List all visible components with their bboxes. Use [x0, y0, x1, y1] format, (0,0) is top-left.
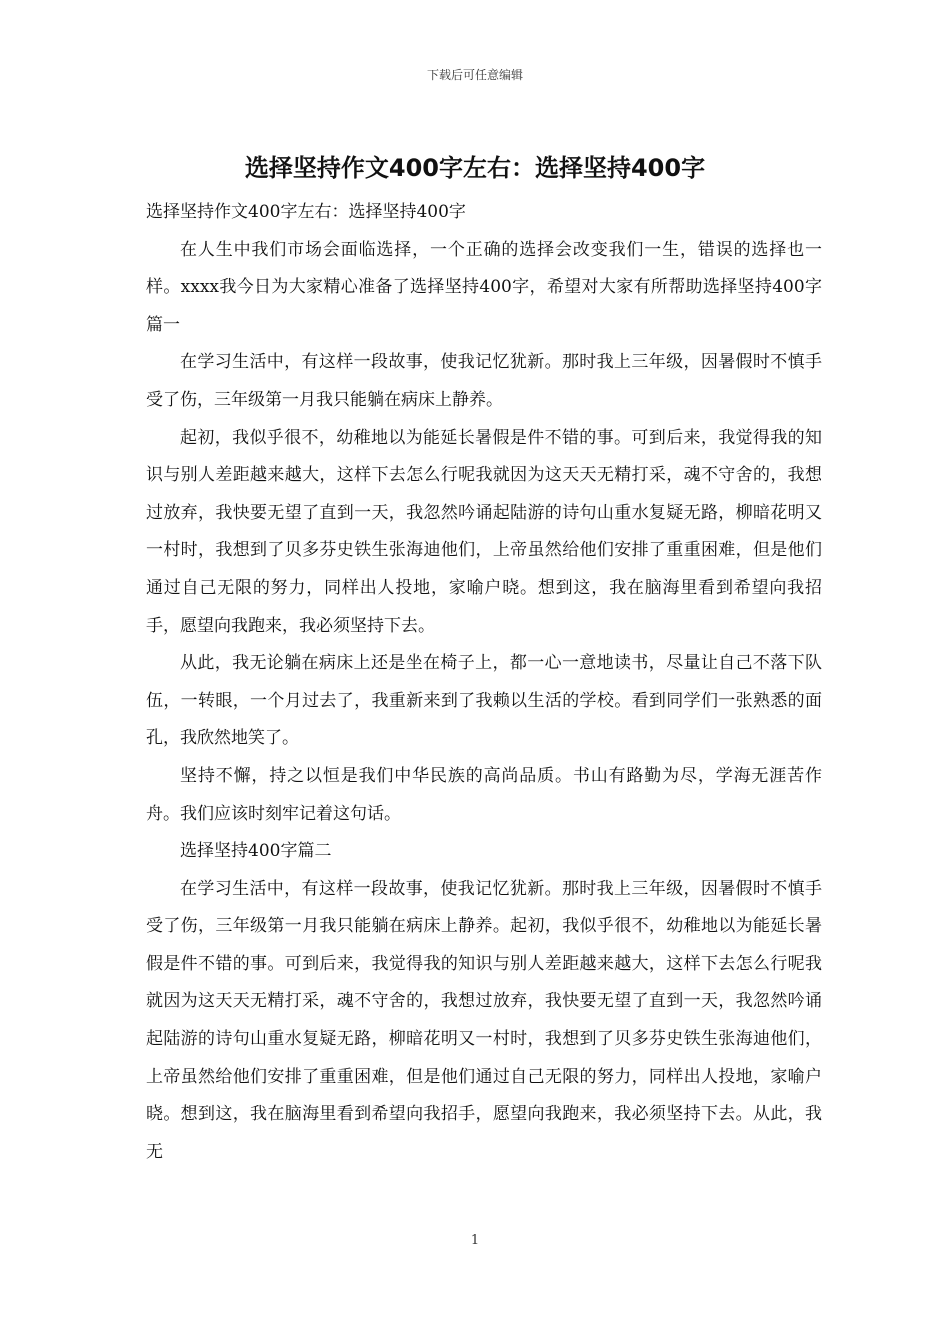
paragraph: 坚持不懈，持之以恒是我们中华民族的高尚品质。书山有路勤为尽，学海无涯苦作舟。我们应该时刻牢记着这句话。	[146, 765, 822, 824]
paragraph: 从此，我无论躺在病床上还是坐在椅子上，都一心一意地读书，尽量让自己不落下队伍，一转眼，一个月过去了，我重新来到了我赖以生活的学校。看到同学们一张熟悉的面孔，我欣然地笑了。	[146, 653, 822, 749]
subtitle-line: 选择坚持作文400字左右：选择坚持400字	[146, 202, 466, 222]
paragraph: 起初，我似乎很不，幼稚地以为能延长暑假是件不错的事。可到后来，我觉得我的知识与别人差距越来越大，这样下去怎么行呢我就因为这天天无精打采，魂不守舍的，我想过放弃，我快要无望了直到一天，我忽然吟诵起陆游的诗句山重水复疑无路，柳暗花明又一村时，我想到了贝多芬史铁生张海迪他们，上帝虽然给他们安排了重重困难，但是他们通过自己无限的努力，同样出人投地，家喻户晓。想到这，我在脑海里看到希望向我招手，愿望向我跑来，我必须坚持下去。	[146, 427, 822, 636]
section-heading: 选择坚持400字篇二	[180, 841, 332, 862]
paragraph: 在学习生活中，有这样一段故事，使我记忆犹新。那时我上三年级，因暑假时不慎手受了伤，三年级第一月我只能躺在病床上静养。起初，我似乎很不，幼稚地以为能延长暑假是件不错的事。可到后来，我觉得我的知识与别人差距越来越大，这样下去怎么行呢我就因为这天天无精打采，魂不守舍的，我想过放弃，我快要无望了直到一天，我忽然吟诵起陆游的诗句山重水复疑无路，柳暗花明又一村时，我想到了贝多芬史铁生张海迪他们，上帝虽然给他们安排了重重困难，但是他们通过自己无限的努力，同样出人投地，家喻户晓。想到这，我在脑海里看到希望向我招手，愿望向我跑来，我必须坚持下去。从此，我无	[146, 878, 822, 1162]
document-body	[146, 194, 822, 1171]
page-number: 1	[470, 1233, 480, 1248]
page-header-note: 下载后可任意编辑	[426, 68, 523, 82]
paragraph: 在学习生活中，有这样一段故事，使我记忆犹新。那时我上三年级，因暑假时不慎手受了伤，三年级第一月我只能躺在病床上静养。	[146, 352, 822, 410]
paragraph: 在人生中我们市场会面临选择，一个正确的选择会改变我们一生，错误的选择也一样。xxxx我今日为大家精心准备了选择坚持400字，希望对大家有所帮助选择坚持400字篇一	[146, 239, 822, 335]
document-title: 选择坚持作文400字左右：选择坚持400字	[244, 154, 706, 182]
